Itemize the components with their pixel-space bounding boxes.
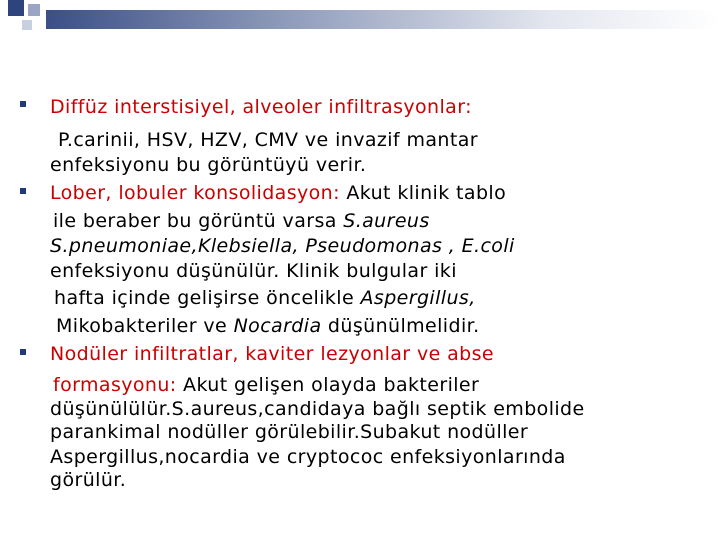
body-text: görülür. — [50, 469, 127, 491]
body-text: Nocardia — [233, 315, 322, 337]
bullet-line — [50, 343, 494, 365]
heading-text: formasyonu: — [53, 374, 177, 396]
bullet-line — [50, 235, 515, 257]
bullet-line — [50, 182, 506, 204]
body-text: Mikobakteriler ve — [56, 315, 234, 337]
bullet-line — [50, 398, 585, 420]
bullet-marker — [20, 188, 26, 194]
bullet-marker — [20, 349, 26, 355]
body-text: düşünülmelidir. — [321, 315, 480, 337]
bullet-line — [50, 154, 366, 176]
heading-text: Nodüler infiltratlar, kaviter lezyonlar ve abse — [50, 343, 495, 365]
bullet-line — [50, 260, 457, 282]
body-text: S.aureus — [343, 210, 430, 232]
bullet-line — [50, 469, 126, 491]
heading-text: Lober, lobuler konsolidasyon: — [50, 182, 340, 204]
body-text: ile beraber bu görüntü varsa — [53, 210, 344, 232]
body-text: Akut gelişen olayda bakteriler — [176, 374, 480, 396]
bullet-line — [53, 210, 430, 232]
body-text: Akut klinik tablo — [339, 182, 507, 204]
body-text: P.carinii, HSV, HZV, CMV ve invazif mantar — [58, 129, 478, 151]
heading-text: Diffüz interstisiyel, alveoler infiltrasyonlar: — [50, 96, 472, 118]
body-text: hafta içinde gelişirse öncelikle — [54, 287, 361, 309]
bullet-line — [50, 421, 528, 443]
bullet-marker — [20, 101, 26, 107]
bullet-line — [58, 129, 478, 151]
bullet-line — [56, 315, 480, 337]
body-text: enfeksiyonu düşünülür. Klinik bulgular iki — [50, 260, 457, 282]
bullet-line — [53, 374, 479, 396]
body-text: düşünülülür.S.aureus,candidaya bağlı septik embolide — [50, 398, 585, 420]
bullet-line — [50, 446, 566, 468]
bullet-line — [50, 96, 472, 118]
body-text: Aspergillus,nocardia ve cryptococ enfeksiyonlarında — [50, 446, 566, 468]
body-text: parankimal nodüller görülebilir.Subakut nodüller — [50, 421, 529, 443]
bullet-line — [54, 287, 476, 309]
body-text: S.pneumoniae,Klebsiella, Pseudomonas , E.coli — [50, 235, 515, 257]
body-text: enfeksiyonu bu görüntüyü verir. — [50, 154, 367, 176]
body-text: Aspergillus, — [360, 287, 476, 309]
